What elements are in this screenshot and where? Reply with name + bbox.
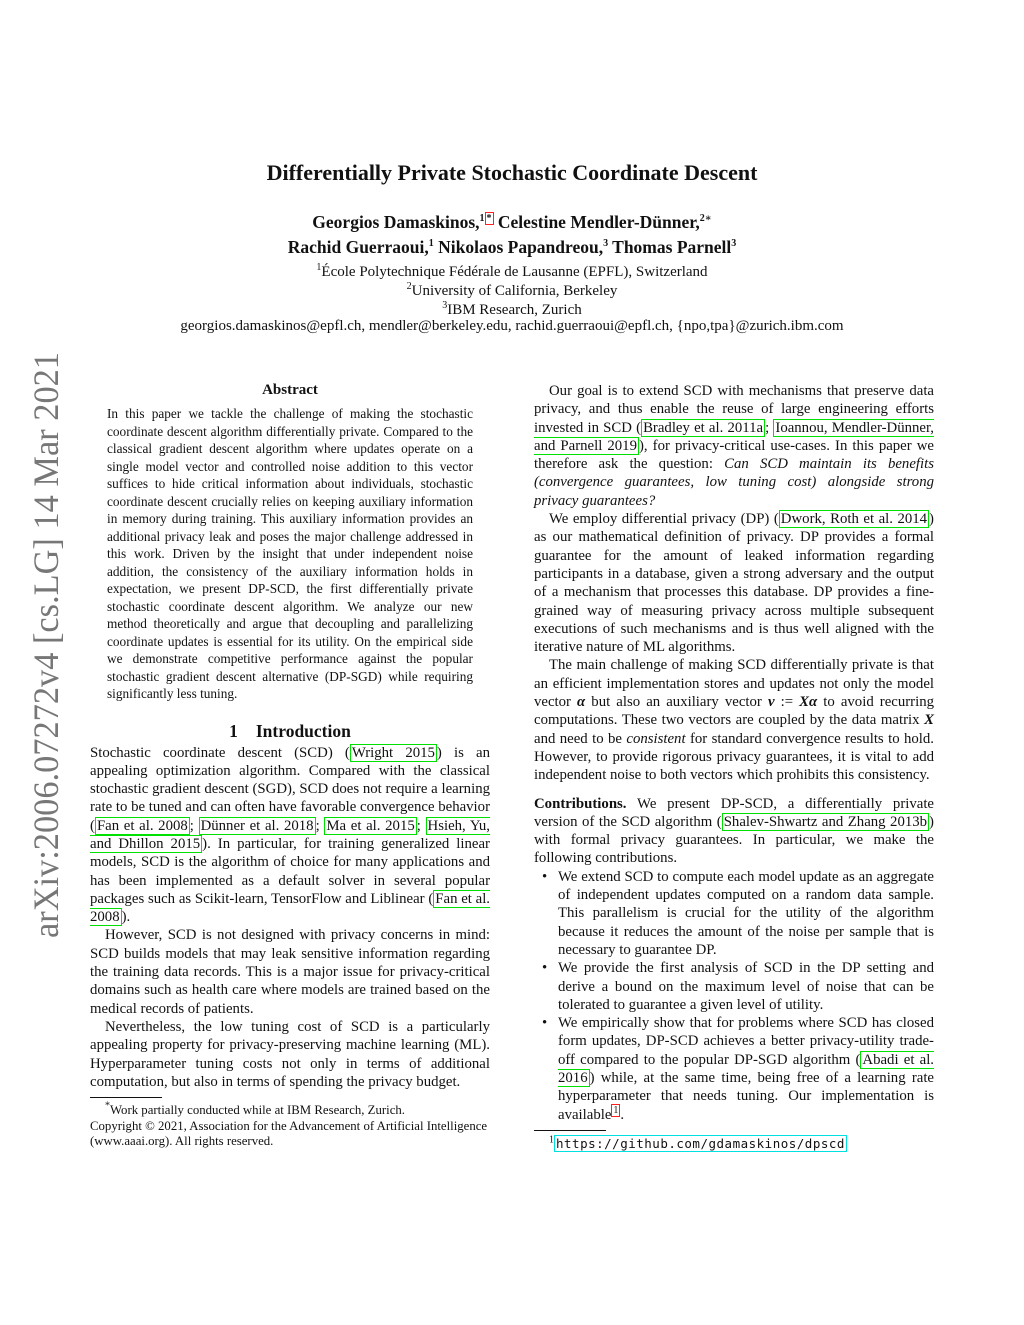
footnote-url — [534, 1136, 934, 1153]
citation-link[interactable]: Dwork, Roth et al. 2014 — [780, 511, 928, 528]
paper-title: Differentially Private Stochastic Coordinate Descent — [266, 160, 758, 185]
text-run: ; — [315, 817, 325, 834]
citation-link[interactable]: Hsieh, Yu, and Dhillon 2015 — [90, 817, 491, 852]
left-column — [90, 382, 490, 1150]
abstract-text: In this paper we tackle the challenge of making the stochastic coordinate descent algorithm differentially private. Compared to the classical gradient descent algorithm where updates operate on a single model vector and controlled noise addition to this vector suffices to hide critical information about individuals, stochastic coordinate descent crucially relies on keeping auxiliary information in memory during training. This auxiliary information provides an additional privacy leak and poses the major challenge addressed in this work. Driven by the insight that under independent noise addition, the consistency of the auxiliary information holds in expectation, we present DP-SCD, the first differentially private stochastic coordinate descent algorithm. We analyze our new method theoretically and argue that decoupling and parallelizing coordinate updates is essential for its utility. On the empirical side we demonstrate competitive performance against the popular stochastic gradient descent alternative (DP-SGD) while requiring significantly less tuning. — [107, 406, 473, 701]
affiliation-epfl — [0, 263, 1024, 282]
github-url-link[interactable]: https://github.com/gdamaskinos/dpscd — [556, 1135, 845, 1151]
text-run: ) is an appealing optimization algorithm. Compared with the classical stochastic gradient descent (SGD), SCD does not require a learning rate to be tuned and can often have favorable convergence behavior ( — [90, 744, 490, 834]
text-run: but also an auxiliary vector — [585, 694, 768, 711]
text-run: ). In particular, for training generalized linear models, SCD is the algorithm of choice for many applications and has been implemented as a default solver in several popular packages such as Scikit-learn, TensorFlow and Liblinear ( — [90, 835, 490, 907]
citation-link[interactable]: Fan et al. 2008 — [90, 890, 491, 926]
intro-paragraph-2: However, SCD is not designed with privacy concerns in mind: SCD builds models that may leak sensitive information regarding the training data records. This is a major issue for privacy-critical domains such as health care where models are trained based on the medical records of patients. — [90, 927, 490, 1017]
text-run: ) while, at the same time, being free of a learning rate hyperparameter that needs tuning. Our implementation is available — [558, 1069, 934, 1123]
bullet-icon: • — [542, 868, 548, 885]
dp-paragraph — [534, 510, 934, 656]
text-run: ), for privacy-critical use-cases. In this paper we therefore ask the question: — [534, 437, 934, 473]
author-guerraoui: Rachid Guerraoui, — [287, 237, 429, 257]
citation-link[interactable]: Bradley et al. 2011a — [643, 419, 764, 436]
list-item — [534, 868, 934, 959]
math-v: v — [767, 694, 775, 711]
text-run: ) as our mathematical definition of privacy. DP provides a formal guarantee for the amount of leaked information regarding participants in a database, given a strong adversary and the output of a mechanism that processes this database. DP provides a fine-grained way of measuring privacy across multiple subsequent executions of such mechanisms and is thus well aligned with the iterative nature of ML algorithms. — [534, 511, 934, 656]
text-run: Our goal is to extend SCD with mechanisms that preserve data privacy, and thus enable the reuse of large engineering efforts invested in SCD ( — [534, 383, 934, 436]
footnote-mark: * — [105, 1100, 110, 1112]
footnote-rule — [90, 1097, 162, 1098]
contributions-list — [534, 868, 934, 1124]
math-assign: := — [774, 694, 800, 711]
arxiv-stamp — [14, 350, 74, 940]
affiliation-ucb-text: University of California, Berkeley — [411, 283, 618, 299]
math-X: X — [799, 694, 809, 711]
emphasis-consistent: consistent — [626, 730, 686, 747]
math-alpha: α — [809, 694, 818, 711]
intro-paragraph-1 — [90, 744, 490, 927]
bullet-icon: • — [542, 1015, 548, 1032]
author-mendler-dunner-affil: 2∗ — [699, 213, 712, 225]
list-item — [534, 959, 934, 1014]
arxiv-stamp-text: arXiv:2006.07272v4 [cs.LG] 14 Mar 2021 — [26, 350, 66, 938]
research-question: Can SCD maintain its benefits (convergence guarantees, low tuning cost) alongside strong privacy guarantees? — [534, 456, 934, 509]
author-parnell: Thomas Parnell — [612, 237, 732, 257]
text-run: . — [620, 1106, 625, 1123]
author-mendler-dunner: Celestine Mendler-Dünner, — [497, 212, 700, 232]
list-item — [534, 1014, 934, 1124]
text-run: ; — [189, 817, 199, 834]
affiliation-ibm-num: 3 — [442, 300, 448, 311]
footnote-work — [90, 1100, 490, 1119]
text-run: The main challenge of making SCD differentially private is that an efficient implementation stores and updates not only the model vector — [534, 657, 934, 711]
author-emails: georgios.damaskinos@epfl.ch, mendler@berkeley.edu, rachid.guerraoui@epfl.ch, {npo,tpa}@zurich.ibm.com — [180, 318, 844, 334]
intro-paragraph-3: Nevertheless, the low tuning cost of SCD is a particularly appealing property for privacy-preserving machine learning (ML). Hyperparameter tuning costs not only in terms of additional computation, but also in terms of spending the privacy budget. — [90, 1018, 490, 1090]
text-run: ; — [416, 817, 426, 834]
text-run: for standard convergence results to hold. However, to provide rigorous privacy guarantees, it is vital to add independent noise to both vectors which prohibits this consistency. — [534, 730, 935, 784]
copyright-notice: Copyright © 2021, Association for the Advancement of Artificial Intelligence (www.aaai.org). All rights reserved. — [90, 1118, 488, 1149]
author-papandreou-affil: 3 — [603, 238, 609, 250]
text-run: ) with formal privacy guarantees. In particular, we make the following contributions. — [534, 813, 934, 867]
citation-link[interactable]: Ma et al. 2015 — [326, 817, 415, 834]
author-line-1 — [0, 210, 1024, 235]
footnote-mark: 1 — [549, 1134, 554, 1146]
author-line-2 — [0, 235, 1024, 260]
text-run: and need to be — [534, 730, 627, 747]
text-run: ). — [121, 909, 131, 926]
citation-link[interactable]: Dünner et al. 2018 — [200, 817, 314, 834]
math-alpha: α — [577, 694, 586, 711]
affiliation-epfl-num: 1 — [316, 262, 322, 273]
right-column — [534, 382, 934, 1152]
affiliation-epfl-text: École Polytechnique Fédérale de Lausanne (EPFL), Switzerland — [321, 264, 708, 280]
list-item-text: We extend SCD to compute each model update as an aggregate of independent updates computed on a random data sample. This parallelism is crucial for the utility of the algorithm because it reduces the amount of the noise per sample that is necessary to guarantee DP. — [558, 868, 934, 958]
footnote-link-1[interactable]: 1 — [613, 1104, 619, 1116]
text-run: ; — [765, 419, 774, 436]
text-run: to avoid recurring computations. These two vectors are coupled by the data matrix — [534, 694, 935, 729]
text-run: We employ differential privacy (DP) ( — [549, 511, 779, 528]
bullet-icon: • — [542, 960, 548, 977]
abstract-heading: Abstract — [262, 382, 318, 398]
citation-link[interactable]: Fan et al. 2008 — [96, 817, 188, 834]
affiliation-ucb — [0, 282, 1024, 301]
footnote-rule — [534, 1130, 606, 1131]
affiliation-ucb-num: 2 — [406, 281, 412, 292]
section-number: 1 — [229, 720, 238, 741]
author-guerraoui-affil: 1 — [428, 238, 434, 250]
citation-link[interactable]: Ioannou, Mendler-Dünner, and Parnell 2019 — [534, 419, 934, 454]
goal-paragraph — [534, 382, 934, 510]
citation-link[interactable]: Shalev-Shwartz and Zhang 2013b — [723, 813, 928, 830]
author-damaskinos: Georgios Damaskinos, — [312, 212, 480, 232]
contributions-paragraph — [534, 795, 934, 868]
list-item-text: We provide the first analysis of SCD in the DP setting and derive a bound on the maximum level of noise that can be tolerated to guarantee a given level of utility. — [558, 960, 934, 1013]
footnote-link-star[interactable]: * — [486, 213, 492, 225]
footnote-work-text: Work partially conducted while at IBM Research, Zurich. — [110, 1103, 405, 1118]
author-parnell-affil: 3 — [731, 238, 737, 250]
citation-link[interactable]: Wright 2015 — [351, 744, 435, 761]
affiliations — [0, 263, 1024, 320]
author-damaskinos-affil: 1 — [479, 213, 485, 225]
math-X: X — [924, 712, 934, 729]
section-heading-introduction — [90, 721, 490, 742]
section-title: Introduction — [255, 720, 351, 741]
challenge-paragraph — [534, 656, 934, 784]
text-run: Stochastic coordinate descent (SCD) ( — [90, 744, 350, 761]
author-papandreou: Nikolaos Papandreou, — [438, 237, 604, 257]
author-list — [0, 210, 1024, 260]
affiliation-ibm-text: IBM Research, Zurich — [447, 302, 582, 318]
citation-link[interactable]: Abadi et al. 2016 — [558, 1051, 934, 1086]
text-run: We empirically show that for problems where SCD has closed form updates, DP-SCD achieves a better privacy-utility trade-off compared to the popular DP-SGD algorithm ( — [558, 1015, 934, 1068]
contributions-label: Contributions. — [534, 795, 627, 812]
text-run: We present DP-SCD, a differentially private version of the SCD algorithm ( — [534, 795, 934, 830]
